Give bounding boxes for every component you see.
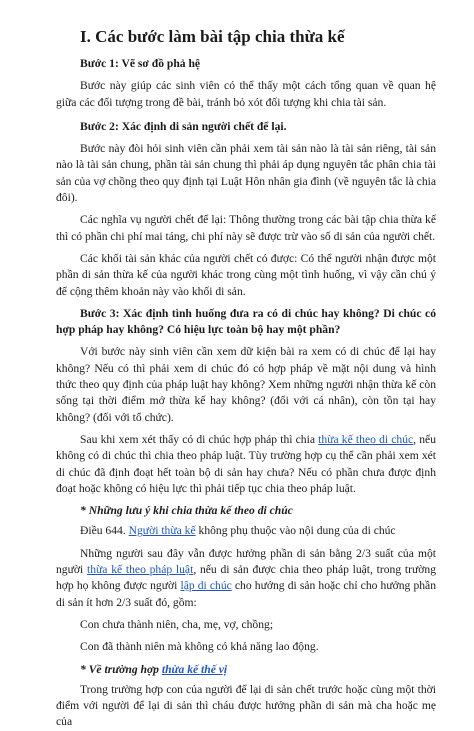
article-644-suffix: không phụ thuộc vào nội dung của di chúc: [195, 524, 396, 538]
article-644-prefix: Điều 644.: [80, 524, 129, 538]
link-statutory-inheritance[interactable]: thừa kế theo pháp luật: [87, 563, 194, 577]
will-notes-heading: * Những lưu ý khi chia thừa kế theo di chúc: [80, 504, 293, 518]
representation-heading-prefix: * Về trường hợp: [80, 662, 162, 676]
step-3-paragraph-1: Với bước này sinh viên cần xem dữ kiện bài ra xem có di chúc để lại hay không? Nếu có thì phải xem di chúc đó có hợp pháp về mặt nội dung và hình thức theo quy định của pháp luật hay không? Xem những người nhận thừa kế còn sống tại thời điểm mở thừa kế hay không? (đối với cá nhân), còn tồn tại hay không? (đối với tổ chức).: [56, 345, 436, 424]
link-testamentary-inheritance[interactable]: thừa kế theo di chúc: [318, 432, 414, 446]
forced-heirs-item-2: Con đã thành niên mà không có khả năng lao động.: [80, 640, 319, 654]
step-2-paragraph-2: Các nghĩa vụ người chết để lại: Thông thường trong các bài tập chia thừa kế thì có phần chi phí mai táng, chi phí này sẽ được trừ vào số di sản của người chết.: [56, 213, 436, 243]
forced-heirs-item-1: Con chưa thành niên, cha, mẹ, vợ, chồng;: [80, 617, 274, 631]
forced-heirs-text-2: , nếu di sản được chia theo pháp luật, trong trường hợp họ không được người: [56, 563, 437, 593]
forced-heirs-text-3: cho hưởng di sản hoặc chỉ cho hưởng phần di sản ít hơn 2/3 suất đó, gồm:: [56, 579, 436, 609]
step-1-heading: Bước 1: Vẽ sơ đồ phả hệ: [80, 57, 201, 70]
step-3-p2-text-after: , nếu không có di chúc thì chia theo pháp luật. Tùy trường hợp cụ thể cần phải xem xét di chúc đã định đoạt hết toàn bộ di sản hay chưa? Nếu có phần chưa được định đoạt hoặc không có hiệu lực thì phải tiếp tục chia theo pháp luật.: [56, 432, 436, 495]
link-inheritance-by-representation[interactable]: thừa kế thế vị: [161, 662, 228, 676]
representation-paragraph: Trong trường hợp con của người để lại di sản chết trước hoặc cùng một thời điểm với người để lại di sản thì cháu được hưởng phần di sản mà cha hoặc mẹ của: [56, 682, 436, 729]
step-2-paragraph-3: Các khối tài sản khác của người chết có được: Có thể người nhận được một phần di sản thừa kế của người khác trong cùng một tình huống, vì vậy cần chú ý để cộng thêm khoản này vào khối di sản.: [56, 251, 436, 298]
step-2-paragraph-1: Bước này đòi hỏi sinh viên cần phải xem tài sản nào là tài sản riêng, tài sản nào là tài sản chung, phần tài sản chung thì phải áp dụng nguyên tắc phân chia tài sản của vợ chồng theo quy định tại Luật Hôn nhân gia đình (về nguyên tắc là chia đôi).: [56, 142, 436, 205]
section-title: I. Các bước làm bài tập chia thừa kế: [80, 27, 345, 46]
step-2-heading: Bước 2: Xác định di sản người chết để lại.: [80, 119, 287, 133]
article-644-line: [56, 523, 436, 539]
link-make-will[interactable]: lập di chúc: [180, 579, 232, 593]
step-3-heading: Bước 3: Xác định tình huống đưa ra có di chúc hay không? Di chúc có hợp pháp hay không? Có hiệu lực toàn bộ hay một phần?: [56, 306, 436, 337]
representation-heading: [56, 662, 436, 678]
step-3-p2-text-before: Sau khi xem xét thấy có di chúc hợp pháp thì chia: [80, 432, 319, 446]
forced-heirs-paragraph: [56, 546, 436, 611]
forced-heirs-text-1: Những người sau đây vẫn được hưởng phần di sản bằng 2/3 suất của một người: [56, 546, 436, 577]
link-heir[interactable]: Người thừa kế: [128, 524, 196, 538]
step-3-paragraph-2: [56, 432, 436, 497]
step-1-paragraph: Bước này giúp các sinh viên có thể thấy một cách tổng quan về quan hệ giữa các đối tượng trong đề bài, tránh bỏ xót đối tượng khi chia tài sản.: [56, 79, 436, 109]
